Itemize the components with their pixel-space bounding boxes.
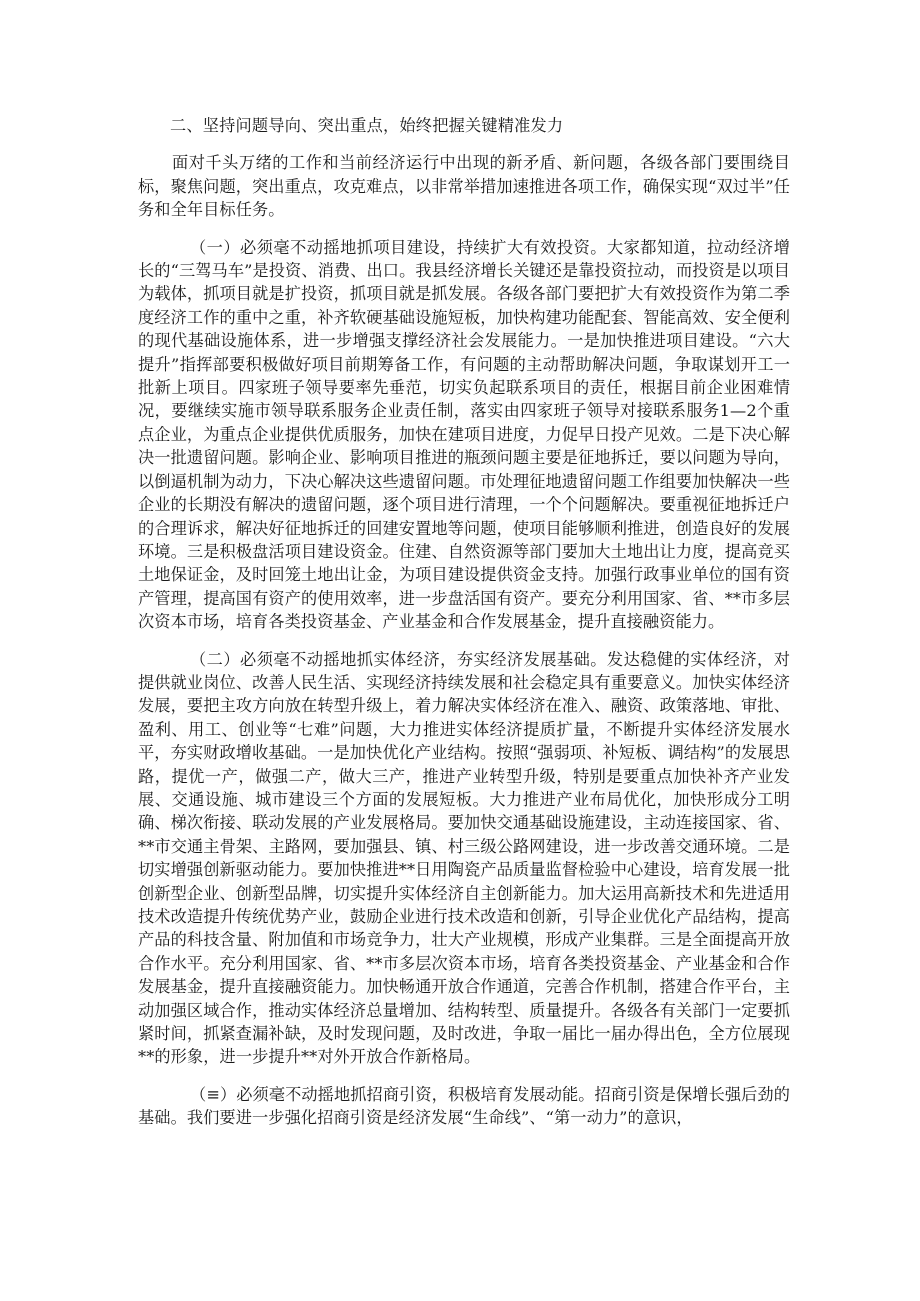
document-body (138, 114, 790, 1144)
paragraph-investment-attraction: （≡）必须毫不动摇地抓招商引资，积极培育发展动能。招商引资是保增长强后劲的基础。我们要进一步强化招商引资是经济发展“生命线”、“第一动力”的意识， (138, 1084, 791, 1128)
paragraph-real-economy: （二）必须毫不动摇地抓实体经济，夯实经济发展基础。发达稳健的实体经济，对提供就业岗位、改善人民生活、实现经济持续发展和社会稳定具有重要意义。加快实体经济发展，要把主攻方向放在转型升级上，着力解决实体经济在准入、融资、政策落地、审批、盈利、用工、创业等“七难”问题，大力推进实体经济提质扩量，不断提升实体经济发展水平，夯实财政增收基础。一是加快优化产业结构。按照“强弱项、补短板、调结构”的发展思路，提优一产，做强二产，做大三产，推进产业转型升级，特别是要重点加快补齐产业发展、交通设施、城市建设三个方面的发展短板。大力推进产业布局优化，加快形成分工明确、梯次衔接、联动发展的产业发展格局。要加快交通基础设施建设，主动连接国家、省、**市交通主骨架、主路网，要加强县、镇、村三级公路网建设，进一步改善交通环境。二是切实增强创新驱动能力。要加快推进**日用陶瓷产品质量监督检验中心建设，培育发展一批创新型企业、创新型品牌，切实提升实体经济自主创新能力。加大运用高新技术和先进适用技术改造提升传统优势产业，鼓励企业进行技术改造和创新，引导企业优化产品结构，提高产品的科技含量、附加值和市场竞争力，壮大产业规模，形成产业集群。三是全面提高开放合作水平。充分利用国家、省、**市多层次资本市场，培育各类投资基金、产业基金和合作发展基金，提升直接融资能力。加快畅通开放合作通道，完善合作机制，搭建合作平台，主动加强区域合作，推动实体经济总量增加、结构转型、质量提升。各级各有关部门一定要抓紧时间，抓紧查漏补缺，及时发现问题，及时改进，争取一届比一届办得出色，全方位展现**的形象，进一步提升**对外开放合作新格局。 (138, 649, 790, 1067)
section-heading: 二、坚持问题导向、突出重点，始终把握关键精准发力 (170, 116, 564, 135)
paragraph-intro: 面对千头万绪的工作和当前经济运行中出现的新矛盾、新问题，各级各部门要围绕目标，聚焦问题，突出重点，攻克难点，以非常举措加速推进各项工作，确保实现“双过半”任务和全年目标任务。 (138, 153, 790, 220)
paragraph-project-construction: （一）必须毫不动摇地抓项目建设，持续扩大有效投资。大家都知道，拉动经济增长的“三驾马车”是投资、消费、出口。我县经济增长关键还是靠投资拉动，而投资是以项目为载体，抓项目就是扩投资，抓项目就是抓发展。各级各部门要把扩大有效投资作为第二季度经济工作的重中之重，补齐软硬基础设施短板，加快构建功能配套、智能高效、安全便利的现代基础设施体系，进一步增强支撑经济社会发展能力。一是加快推进项目建设。“六大提升”指挥部要积极做好项目前期筹备工作，有问题的主动帮助解决问题，争取谋划开工一批新上项目。四家班子领导要率先垂范，切实负起联系项目的责任，根据目前企业困难情况，要继续实施市领导联系服务企业责任制，落实由四家班子领导对接联系服务1—2个重点企业，为重点企业提供优质服务，加快在建项目进度，力促早日投产见效。二是下决心解决一批遗留问题。影响企业、影响项目推进的瓶颈问题主要是征地拆迁，要以问题为导向，以倒逼机制为动力，下决心解决这些遗留问题。市处理征地遗留问题工作组要加快解决一些企业的长期没有解决的遗留问题，逐个项目进行清理，一个个问题解决。要重视征地拆迁户的合理诉求，解决好征地拆迁的回建安置地等问题，使项目能够顺利推进，创造良好的发展环境。三是积极盘活项目建设资金。住建、自然资源等部门要加大土地出让力度，提高竞买土地保证金，及时回笼土地出让金，为项目建设提供资金支持。加强行政事业单位的国有资产管理，提高国有资产的使用效率，进一步盘活国有资产。要充分利用国家、省、**市多层次资本市场，培育各类投资基金、产业基金和合作发展基金，提升直接融资能力。 (138, 237, 790, 632)
